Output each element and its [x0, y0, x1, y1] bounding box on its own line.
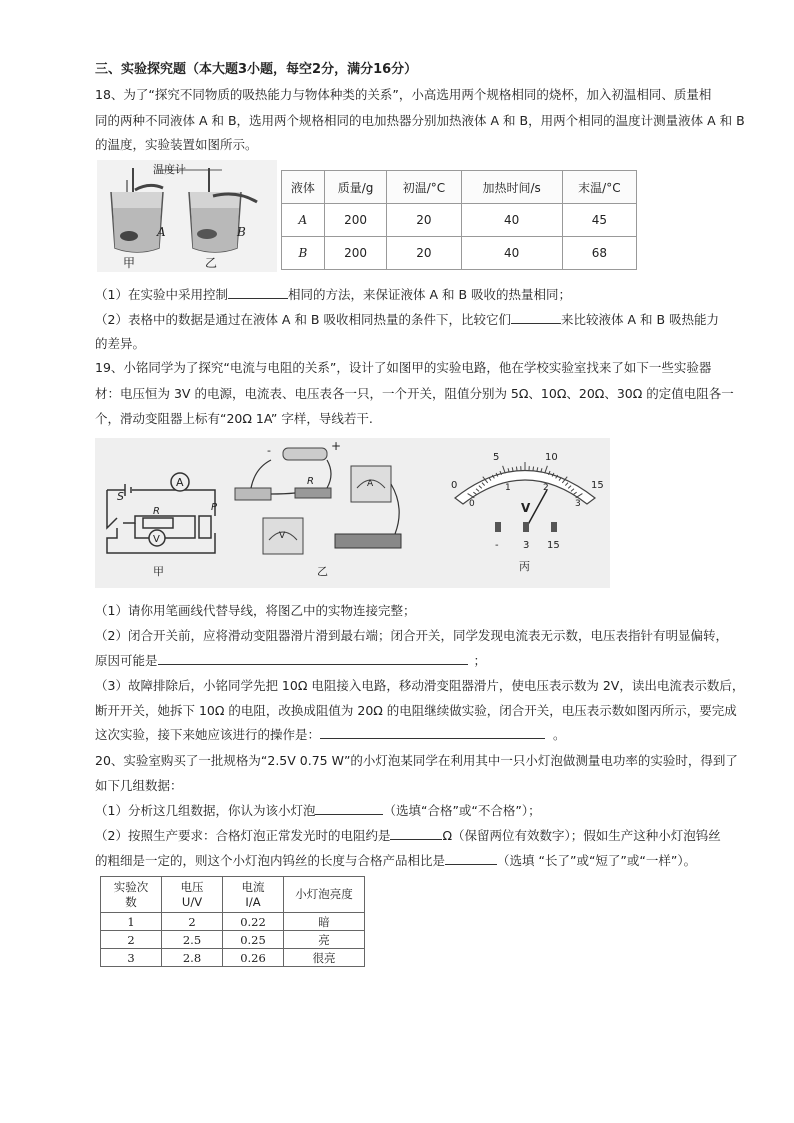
- header-top: 小灯泡亮度: [295, 887, 353, 901]
- q19-sub2-answer-line: [95, 651, 486, 671]
- q19-sub2-post: ；: [473, 653, 487, 668]
- terminal-minus-label: -: [495, 540, 499, 551]
- thermometer-label: 温度计: [153, 163, 186, 176]
- q18-line-1: 18、为了“探究不同物质的吸热能力与物体种类的关系”，小高选用两个规格相同的烧杯，加入初温相同、质量相: [95, 87, 712, 102]
- terminal-3-label: 3: [523, 540, 530, 551]
- liquid-a-label: A: [157, 225, 166, 239]
- table-header-cell: 初温/°C: [387, 171, 461, 204]
- q19-sub3-answer-line: [95, 725, 566, 745]
- table-header-row: [282, 171, 637, 204]
- answer-blank[interactable]: [445, 851, 497, 865]
- scale-top-0: 0: [451, 480, 458, 491]
- header-bottom: I/A: [245, 894, 261, 909]
- voltmeter-component-label: V: [279, 531, 286, 541]
- q20-sub2-l2-pre: 的粗细是一定的，则这个小灯泡内钨丝的长度与合格产品相比是: [95, 853, 446, 868]
- q20-sub2-pre: （2）按照生产要求：合格灯泡正常发光时的电阻约是: [95, 828, 391, 843]
- caption-yi: 乙: [317, 565, 328, 578]
- liquid-b-label: B: [237, 225, 246, 239]
- terminal-minus-post: [495, 522, 501, 532]
- table-header-cell: 加热时间/s: [461, 171, 562, 204]
- scale-top-10: 10: [545, 452, 558, 463]
- table-cell: 1: [101, 913, 162, 931]
- scale-bottom-0: 0: [469, 499, 475, 509]
- terminal-15-post: [551, 522, 557, 532]
- dial-tick: [516, 467, 517, 471]
- q20-line-2: 如下几组数据：: [95, 778, 183, 793]
- q18-sub2-post: 来比较液体 A 和 B 吸热能力: [560, 312, 720, 327]
- table-cell: 0.25: [223, 931, 284, 949]
- table-row: [101, 949, 365, 967]
- answer-blank[interactable]: [315, 801, 383, 815]
- table-cell: 45: [562, 204, 636, 237]
- q18-sub1-post: 相同的方法，来保证液体 A 和 B 吸收的热量相同；: [287, 287, 571, 302]
- q18-sub2: [95, 310, 719, 330]
- table-row: [101, 913, 365, 931]
- rheostat-component: [335, 534, 401, 548]
- dial-tick: [533, 467, 534, 471]
- header-bottom: U/V: [181, 894, 203, 909]
- scale-bottom-1: 1: [505, 483, 511, 493]
- table-cell: 2.5: [162, 931, 223, 949]
- q19-line-1: 19、小铭同学为了探究“电流与电阻的关系”，设计了如图甲的实验电路，他在学校实验室找来了如下一些实验器: [95, 360, 712, 375]
- answer-blank[interactable]: [228, 285, 288, 299]
- q19-sub2-pre: 原因可能是: [95, 653, 158, 668]
- q19-line-2: 材：电压恒为 3V 的电源，电流表、电压表各一只，一个开关，阻值分别为 5Ω、10Ω、20Ω、30Ω 的定值电阻各一: [95, 386, 734, 401]
- resistor-component-label: R: [307, 476, 314, 487]
- table-cell: 40: [461, 204, 562, 237]
- q20-line-1: 20、实验室购买了一批规格为“2.5V 0.75 W”的小灯泡某同学在利用其中一只小灯泡做测量电功率的实验时，得到了: [95, 753, 738, 768]
- header-bottom: 数: [125, 894, 137, 909]
- q18-line-3: 的温度，实验装置如图所示。: [95, 137, 258, 152]
- circuit-figure-bg: [95, 438, 610, 588]
- table-cell: 0.22: [223, 913, 284, 931]
- answer-blank[interactable]: [390, 826, 442, 840]
- q18-sub2-line2: 的差异。: [95, 336, 146, 351]
- dial-unit-v: V: [521, 501, 531, 515]
- table-header-cell: 末温/°C: [562, 171, 636, 204]
- terminal-15-label: 15: [547, 540, 560, 551]
- q18-sub1: [95, 285, 571, 305]
- q18-sub2-pre: （2）表格中的数据是通过在液体 A 和 B 吸收相同热量的条件下，比较它们: [95, 312, 511, 327]
- table-header-cell: 质量/g: [324, 171, 387, 204]
- q20-data-table: [100, 876, 365, 967]
- left-heater-coil: [120, 231, 138, 241]
- q20-sub1-post: （选填“合格”或“不合格”）；: [383, 803, 541, 818]
- table-cell: 3: [101, 949, 162, 967]
- battery-plus: +: [331, 439, 342, 453]
- table-cell: 200: [324, 204, 387, 237]
- table-cell: 40: [461, 237, 562, 270]
- q18-sub1-pre: （1）在实验中采用控制: [95, 287, 228, 302]
- switch-component: [235, 488, 271, 500]
- left-liquid: [113, 208, 161, 252]
- q19-line-3: 个，滑动变阻器上标有“20Ω 1A” 字样，导线若干.: [95, 411, 373, 426]
- section-title: 三、实验探究题（本大题3小题，每空2分，满分16分）: [95, 62, 418, 77]
- q20-sub2-line-2: [95, 851, 696, 871]
- figure-caption-yi: 乙: [205, 256, 218, 270]
- caption-jia: 甲: [153, 565, 164, 578]
- q18-line-2: 同的两种不同液体 A 和 B，选用两个规格相同的电加热器分别加热液体 A 和 B，用两个相同的温度计测量液体 A 和 B: [95, 113, 745, 128]
- table-row: [282, 204, 637, 237]
- scale-top-5: 5: [493, 452, 500, 463]
- figure-caption-jia: 甲: [123, 256, 136, 270]
- q20-sub2-post: Ω（保留两位有效数字）；假如生产这种小灯泡钨丝: [442, 828, 721, 843]
- table-header-row: [101, 877, 365, 913]
- right-heater-coil: [197, 229, 217, 239]
- slider-label: P: [211, 502, 218, 513]
- table-cell: 很亮: [284, 949, 365, 967]
- scale-bottom-3: 3: [575, 499, 581, 509]
- ammeter-component-label: A: [367, 479, 374, 489]
- q20-sub1: [95, 801, 541, 821]
- table-cell: 2.8: [162, 949, 223, 967]
- right-liquid: [191, 208, 239, 252]
- table-header-cell: 液体: [282, 171, 325, 204]
- ammeter-label: A: [176, 476, 184, 489]
- table-cell: A: [282, 204, 325, 237]
- header-top: 电压: [180, 879, 204, 894]
- header-top: 实验次: [113, 879, 149, 894]
- q19-sub3-line-2: 断开开关，她拆下 10Ω 的电阻，改换成阻值为 20Ω 的电阻继续做实验，闭合开关，电压表示数如图丙所示，要完成: [95, 703, 737, 718]
- table-row: [101, 931, 365, 949]
- q20-sub2-l2-post: （选填 “长了”或“短了”或“一样”）。: [497, 853, 697, 868]
- table-cell: B: [282, 237, 325, 270]
- table-header-cell: [284, 877, 365, 913]
- scale-top-15: 15: [591, 480, 604, 491]
- table-cell: 200: [324, 237, 387, 270]
- caption-bing: 丙: [519, 560, 530, 573]
- beaker-figure: [97, 160, 277, 272]
- scale-bottom-2: 2: [543, 483, 549, 493]
- answer-blank[interactable]: [158, 651, 468, 665]
- q19-sub3-post: 。: [553, 727, 566, 742]
- table-header-cell: [162, 877, 223, 913]
- answer-blank[interactable]: [320, 725, 545, 739]
- answer-blank[interactable]: [511, 310, 561, 324]
- q20-sub2: [95, 826, 721, 846]
- q19-sub3-line-1: （3）故障排除后，小铭同学先把 10Ω 电阻接入电路，移动滑变阻器滑片，使电压表示数为 2V，读出电流表示数后，: [95, 678, 745, 693]
- table-row: [282, 237, 637, 270]
- q20-sub1-pre: （1）分析这几组数据，你认为该小灯泡: [95, 803, 316, 818]
- terminal-3-post: [523, 522, 529, 532]
- circuit-figure: [95, 438, 610, 588]
- q19-sub3-pre: 这次实验，接下来她应该进行的操作是：: [95, 727, 321, 742]
- table-cell: 2: [101, 931, 162, 949]
- table-cell: 20: [387, 237, 461, 270]
- resistor-label: R: [153, 506, 160, 517]
- table-cell: 20: [387, 204, 461, 237]
- resistor-component: [295, 488, 331, 498]
- table-cell: 0.26: [223, 949, 284, 967]
- table-cell: 2: [162, 913, 223, 931]
- switch-label: S: [117, 490, 124, 503]
- table-cell: 68: [562, 237, 636, 270]
- battery-minus: -: [267, 444, 271, 457]
- table-cell: 暗: [284, 913, 365, 931]
- q19-sub1: （1）请你用笔画线代替导线，将图乙中的实物连接完整；: [95, 603, 416, 618]
- q18-data-table: [281, 170, 637, 270]
- table-header-cell: [223, 877, 284, 913]
- voltmeter-label: V: [153, 534, 160, 545]
- header-top: 电流: [241, 879, 265, 894]
- q19-sub2: （2）闭合开关前，应将滑动变阻器滑片滑到最右端；闭合开关，同学发现电流表无示数，电压表指针有明显偏转，: [95, 628, 728, 643]
- table-cell: 亮: [284, 931, 365, 949]
- battery-pack: [283, 448, 327, 460]
- table-header-cell: [101, 877, 162, 913]
